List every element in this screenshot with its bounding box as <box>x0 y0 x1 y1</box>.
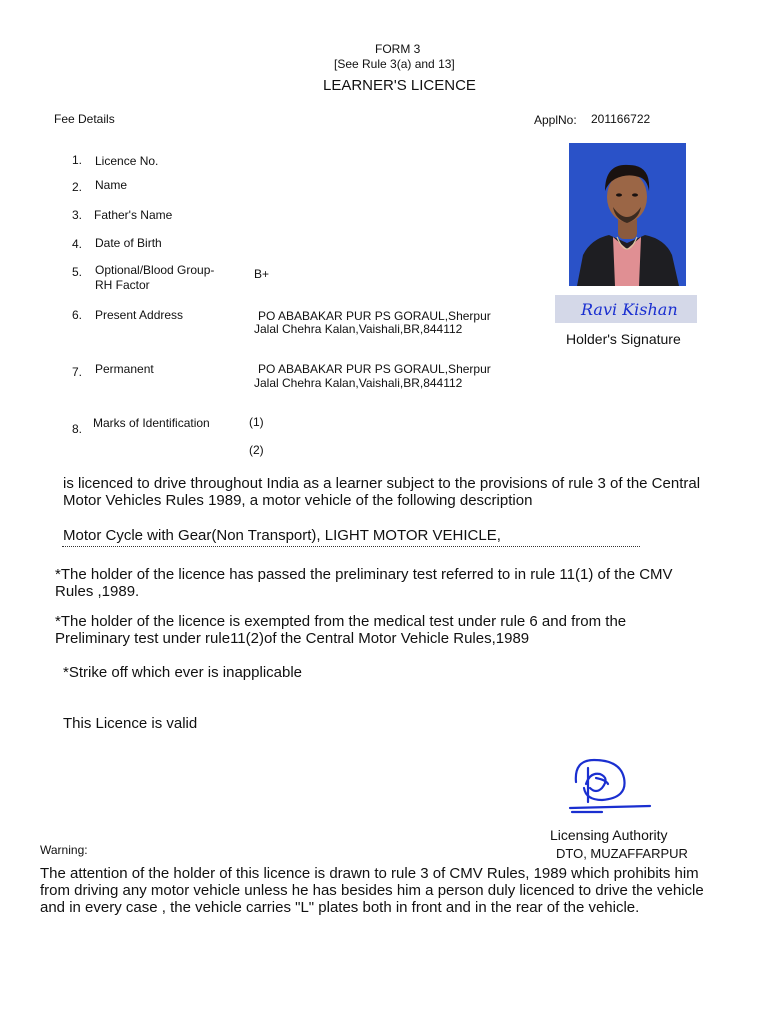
identification-mark-2: (2) <box>249 443 264 457</box>
field-number: 5. <box>72 265 83 279</box>
holder-photo <box>569 143 686 286</box>
signature-text: Ravi Kishan <box>581 300 678 319</box>
signature-image <box>555 295 697 323</box>
form-rule: [See Rule 3(a) and 13] <box>334 57 455 71</box>
permanent-address-line1: PO ABABAKAR PUR PS GORAUL,Sherpur <box>258 362 491 376</box>
medical-exemption-statement <box>55 613 626 647</box>
medical-exemption-line2: Preliminary test under rule11(2)of the Central Motor Vehicle Rules,1989 <box>55 630 530 647</box>
person-silhouette-icon <box>569 143 686 286</box>
preliminary-test-statement <box>55 566 673 600</box>
preliminary-test-line2: Rules ,1989. <box>55 583 140 600</box>
present-address-label: Present Address <box>95 308 184 322</box>
blood-group-label-line1: Optional/Blood Group- <box>95 263 215 277</box>
holder-signature-label: Holder's Signature <box>566 331 681 347</box>
form-number: FORM 3 <box>375 42 421 56</box>
field-number: 7. <box>72 365 83 379</box>
medical-exemption-line1: *The holder of the licence is exempted from the medical test under rule 6 and from the <box>55 613 627 630</box>
marks-of-identification-label: Marks of Identification <box>93 416 210 430</box>
name-label: Name <box>95 178 128 192</box>
licensing-authority-office: DTO, MUZAFFARPUR <box>556 846 688 861</box>
field-number: 6. <box>72 308 83 322</box>
appl-no-label: ApplNo: <box>534 113 577 127</box>
licence-no-label: Licence No. <box>95 154 159 168</box>
fathers-name-label: Father's Name <box>94 208 173 222</box>
blood-group-value: B+ <box>254 267 270 281</box>
field-number: 1. <box>72 153 83 167</box>
authority-signature-image <box>566 754 656 818</box>
dotted-divider <box>62 546 640 547</box>
vehicle-class: Motor Cycle with Gear(Non Transport), LIGHT MOTOR VEHICLE, <box>63 527 501 544</box>
learner-statement <box>63 475 700 509</box>
warning-line1: The attention of the holder of this licence is drawn to rule 3 of CMV Rules, 1989 which prohibits him <box>40 865 699 882</box>
document-title: LEARNER'S LICENCE <box>323 77 476 94</box>
date-of-birth-label: Date of Birth <box>95 236 162 250</box>
field-number: 3. <box>72 208 83 222</box>
appl-no-value: 201166722 <box>591 112 651 126</box>
learner-statement-line1: is licenced to drive throughout India as a learner subject to the provisions of rule 3 of the Central <box>63 475 701 492</box>
warning-label: Warning: <box>40 843 88 857</box>
holder-signature <box>555 295 697 323</box>
warning-line3: and in every case , the vehicle carries "L" plates both in front and in the rear of the vehicle. <box>40 899 640 916</box>
identification-mark-1: (1) <box>249 415 264 429</box>
fee-details-label: Fee Details <box>54 112 115 126</box>
strike-off-note: *Strike off which ever is inapplicable <box>63 664 303 681</box>
field-number: 2. <box>72 180 83 194</box>
blood-group-label-line2: RH Factor <box>95 278 150 292</box>
licensing-authority-title: Licensing Authority <box>550 827 668 843</box>
preliminary-test-line1: *The holder of the licence has passed the preliminary test referred to in rule 11(1) of the CMV <box>55 566 673 583</box>
licence-validity: This Licence is valid <box>63 715 198 732</box>
field-number: 8. <box>72 422 83 436</box>
present-address-line1: PO ABABAKAR PUR PS GORAUL,Sherpur <box>258 309 491 323</box>
permanent-address-line2: Jalal Chehra Kalan,Vaishali,BR,844112 <box>254 376 463 390</box>
present-address-line2: Jalal Chehra Kalan,Vaishali,BR,844112 <box>254 322 463 336</box>
warning-text <box>40 865 704 916</box>
learner-statement-line2: Motor Vehicles Rules 1989, a motor vehicle of the following description <box>63 492 533 509</box>
field-number: 4. <box>72 237 83 251</box>
warning-line2: from driving any motor vehicle unless he has besides him a person duly licenced to drive the vehicle <box>40 882 704 899</box>
permanent-address-label: Permanent <box>95 362 154 376</box>
